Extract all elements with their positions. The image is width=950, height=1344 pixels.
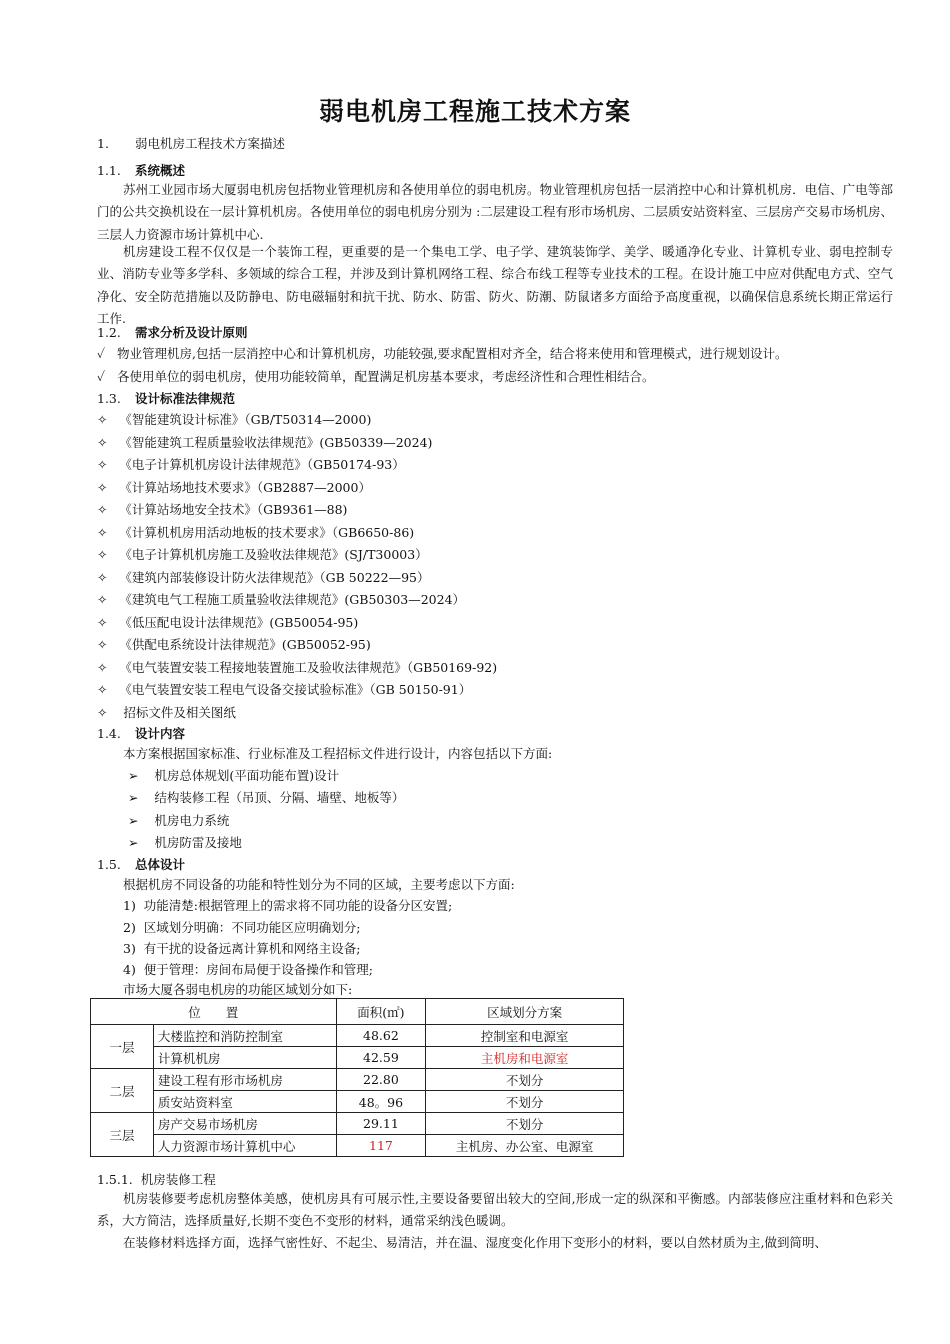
- list-item-text: 机房防雷及接地: [154, 835, 242, 850]
- section-1-1-paragraph-1: 苏州工业园市场大厦弱电机房包括物业管理机房和各使用单位的弱电机房。物业管理机房包括一层消控中心和计算机机房．电信、广电等部门的公共交换机设在一层计算机机房。各使用单位的弱电机房分别为 :二层建设工程有形市场机房、二层质安站资料室、三层房产交易市场机房、三层人力资源市场计算机中心.: [97, 182, 893, 242]
- heading-text: 总体设计: [135, 857, 186, 872]
- list-item-text: 物业管理机房,包括一层消控中心和计算机机房，功能较强,要求配置相对齐全，结合将来使用和管理模式，进行规划设计。: [117, 346, 788, 361]
- arrow-bullet-icon: ➢: [128, 768, 139, 783]
- list-item: [97, 502, 347, 518]
- floor-cell: 三层: [91, 1113, 154, 1157]
- diamond-icon: ✧: [97, 682, 108, 697]
- list-item: [97, 615, 358, 631]
- list-item: [97, 637, 371, 653]
- section-1-4-heading: [97, 726, 185, 742]
- room-cell: 房产交易市场机房: [153, 1113, 336, 1135]
- section-1-3-heading: [97, 391, 235, 407]
- list-item: [128, 835, 242, 851]
- list-item: [97, 412, 371, 428]
- floor-cell: 一层: [91, 1025, 154, 1069]
- table-row: [91, 1113, 624, 1135]
- diamond-icon: ✧: [97, 592, 108, 607]
- room-cell: 计算机机房: [153, 1047, 336, 1069]
- diamond-icon: ✧: [97, 637, 108, 652]
- floor-cell: 二层: [91, 1069, 154, 1113]
- table-row: [91, 1069, 624, 1091]
- list-item-number: 2): [123, 920, 136, 935]
- list-item: [123, 920, 361, 936]
- diamond-icon: ✧: [97, 502, 108, 517]
- list-item-number: 4): [123, 962, 136, 977]
- list-item: [97, 682, 471, 698]
- list-item: [123, 962, 373, 978]
- diamond-icon: ✧: [97, 480, 108, 495]
- area-cell: 48。96: [336, 1091, 426, 1113]
- list-item-text: 《低压配电设计法律规范》(GB50054-95): [119, 615, 359, 630]
- list-item: [97, 525, 414, 541]
- section-1-5-heading: [97, 857, 185, 873]
- column-header-area: 面积(㎡): [336, 999, 426, 1025]
- list-item-text: 《电子计算机机房设计法律规范》（GB50174-93）: [119, 457, 405, 472]
- section-1-5-intro: 根据机房不同设备的功能和特性划分为不同的区域，主要考虑以下方面:: [123, 877, 515, 892]
- room-cell: 人力资源市场计算机中心: [153, 1135, 336, 1157]
- list-item-text: 《智能建筑工程质量验收法律规范》(GB50339—2024): [119, 435, 433, 450]
- diamond-icon: ✧: [97, 660, 108, 675]
- heading-text: 弱电机房工程技术方案描述: [135, 136, 286, 151]
- table-row: [91, 1025, 624, 1047]
- list-item: [128, 768, 339, 784]
- list-item-text: 《电气装置安装工程接地装置施工及验收法律规范》（GB50169-92): [119, 660, 498, 675]
- document-title: 弱电机房工程施工技术方案: [318, 97, 631, 126]
- list-item: [97, 705, 236, 721]
- list-item-text: 结构装修工程（吊顶、分隔、墙壁、地板等）: [154, 790, 405, 805]
- section-1-2-heading: [97, 325, 248, 341]
- heading-text: 设计内容: [135, 726, 186, 741]
- list-item-text: 各使用单位的弱电机房，使用功能较简单，配置满足机房基本要求，考虑经济性和合理性相结合。: [117, 369, 655, 384]
- list-item-text: 功能清楚:根据管理上的需求将不同功能的设备分区安置;: [143, 898, 453, 913]
- list-item: [97, 457, 405, 473]
- section-1-5-1-heading: [97, 1172, 216, 1188]
- diamond-icon: ✧: [97, 570, 108, 585]
- heading-1: [97, 136, 285, 152]
- list-item: [123, 941, 361, 957]
- room-cell: 质安站资料室: [153, 1091, 336, 1113]
- heading-text: 需求分析及设计原则: [135, 325, 248, 340]
- list-item-text: 区域划分明确：不同功能区应明确划分;: [143, 920, 361, 935]
- diamond-icon: ✧: [97, 412, 108, 427]
- list-item: [123, 898, 452, 914]
- table-row: [91, 1091, 624, 1113]
- list-item-text: 《建筑电气工程施工质量验收法律规范》(GB50303—2024）: [119, 592, 466, 607]
- list-item-text: 机房电力系统: [154, 813, 230, 828]
- table-header-row: [91, 999, 624, 1025]
- plan-cell: 不划分: [426, 1113, 624, 1135]
- plan-cell-highlighted: 主机房和电源室: [426, 1047, 624, 1069]
- list-item: [97, 369, 655, 385]
- diamond-icon: ✧: [97, 705, 108, 720]
- plan-cell: 主机房、办公室、电源室: [426, 1135, 624, 1157]
- area-cell: 29.11: [336, 1113, 426, 1135]
- area-cell-highlighted: 117: [336, 1135, 426, 1157]
- plan-cell: 控制室和电源室: [426, 1025, 624, 1047]
- list-item-text: 《电子计算机机房施工及验收法律规范》(SJ/T30003）: [119, 547, 428, 562]
- list-item: [128, 813, 229, 829]
- room-zone-table: [90, 998, 624, 1157]
- list-item-text: 《建筑内部装修设计防火法律规范》（GB 50222—95）: [119, 570, 430, 585]
- plan-cell: 不划分: [426, 1069, 624, 1091]
- list-item-text: 《计算机机房用活动地板的技术要求》（GB6650-86): [119, 525, 415, 540]
- heading-number: 1.2.: [97, 325, 121, 340]
- list-item-text: 《计算站场地技术要求》（GB2887—2000）: [119, 480, 371, 495]
- plan-cell: 不划分: [426, 1091, 624, 1113]
- section-1-5-1-paragraph-2: 在装修材料选择方面，选择气密性好、不起尘、易清洁，并在温、湿度变化作用下变形小的材料，要以自然材质为主,做到简明、: [123, 1235, 827, 1250]
- diamond-icon: ✧: [97, 435, 108, 450]
- list-item: [97, 346, 787, 362]
- table-row: [91, 1047, 624, 1069]
- section-1-5-1-paragraph-1: 机房装修要考虑机房整体美感，使机房具有可展示性,主要设备要留出较大的空间,形成一定的纵深和平衡感。内部装修应注重材料和色彩关系，大方简洁，选择质量好,长期不变色不变形的材料，通常采纳浅色暖调。: [97, 1191, 893, 1229]
- list-item-text: 机房总体规划(平面功能布置)设计: [154, 768, 340, 783]
- heading-number: 1.: [97, 136, 109, 151]
- list-item: [97, 592, 465, 608]
- room-cell: 大楼监控和消防控制室: [153, 1025, 336, 1047]
- room-cell: 建设工程有形市场机房: [153, 1069, 336, 1091]
- area-cell: 48.62: [336, 1025, 426, 1047]
- heading-number: 1.1.: [97, 163, 121, 178]
- heading-text: 机房装修工程: [140, 1172, 216, 1187]
- list-item-number: 1): [123, 898, 136, 913]
- heading-number: 1.4.: [97, 726, 121, 741]
- list-item: [97, 570, 429, 586]
- list-item-text: 《智能建筑设计标准》（GB/T50314—2000): [119, 412, 372, 427]
- section-1-1-heading: [97, 163, 185, 179]
- diamond-icon: ✧: [97, 615, 108, 630]
- check-icon: ✓: [97, 369, 106, 384]
- column-header-location: 位 置: [91, 999, 337, 1025]
- heading-number: 1.5.: [97, 857, 121, 872]
- list-item-text: 招标文件及相关图纸: [119, 705, 236, 720]
- list-item: [97, 547, 428, 563]
- section-1-1-paragraph-2: 机房建设工程不仅仅是一个装饰工程，更重要的是一个集电工学、电子学、建筑装饰学、美学、暖通净化专业、计算机专业、弱电控制专业、消防专业等多学科、多领域的综合工程，并涉及到计算机网络工程、综合布线工程等专业技术的工程。在设计施工中应对供配电方式、空气净化、安全防范措施以及防静电、防电磁辐射和抗干扰、防水、防雷、防火、防潮、防鼠诸多方面给予高度重视，以确保信息系统长期正常运行工作.: [97, 244, 893, 326]
- arrow-bullet-icon: ➢: [128, 835, 139, 850]
- list-item-number: 3): [123, 941, 136, 956]
- list-item: [97, 480, 371, 496]
- arrow-bullet-icon: ➢: [128, 790, 139, 805]
- column-header-zone-plan: 区域划分方案: [426, 999, 624, 1025]
- heading-number: 1.5.1.: [97, 1172, 133, 1187]
- section-1-4-intro: 本方案根据国家标准、行业标准及工程招标文件进行设计，内容包括以下方面:: [123, 746, 553, 761]
- area-cell: 22.80: [336, 1069, 426, 1091]
- list-item-text: 《计算站场地安全技术》（GB9361—88): [119, 502, 348, 517]
- diamond-icon: ✧: [97, 547, 108, 562]
- table-row: [91, 1135, 624, 1157]
- list-item-text: 《供配电系统设计法律规范》(GB50052-95): [119, 637, 371, 652]
- arrow-bullet-icon: ➢: [128, 813, 139, 828]
- check-icon: ✓: [97, 346, 106, 361]
- heading-text: 系统概述: [135, 163, 186, 178]
- heading-number: 1.3.: [97, 391, 121, 406]
- list-item: [128, 790, 404, 806]
- heading-text: 设计标准法律规范: [135, 391, 236, 406]
- list-item: [97, 660, 497, 676]
- diamond-icon: ✧: [97, 457, 108, 472]
- diamond-icon: ✧: [97, 525, 108, 540]
- table-caption: 市场大厦各弱电机房的功能区域划分如下:: [123, 982, 353, 997]
- list-item-text: 《电气装置安装工程电气设备交接试验标准》（GB 50150-91）: [119, 682, 472, 697]
- list-item-text: 便于管理：房间布局便于设备操作和管理;: [143, 962, 374, 977]
- list-item: [97, 435, 432, 451]
- list-item-text: 有干扰的设备远离计算机和网络主设备;: [143, 941, 361, 956]
- area-cell: 42.59: [336, 1047, 426, 1069]
